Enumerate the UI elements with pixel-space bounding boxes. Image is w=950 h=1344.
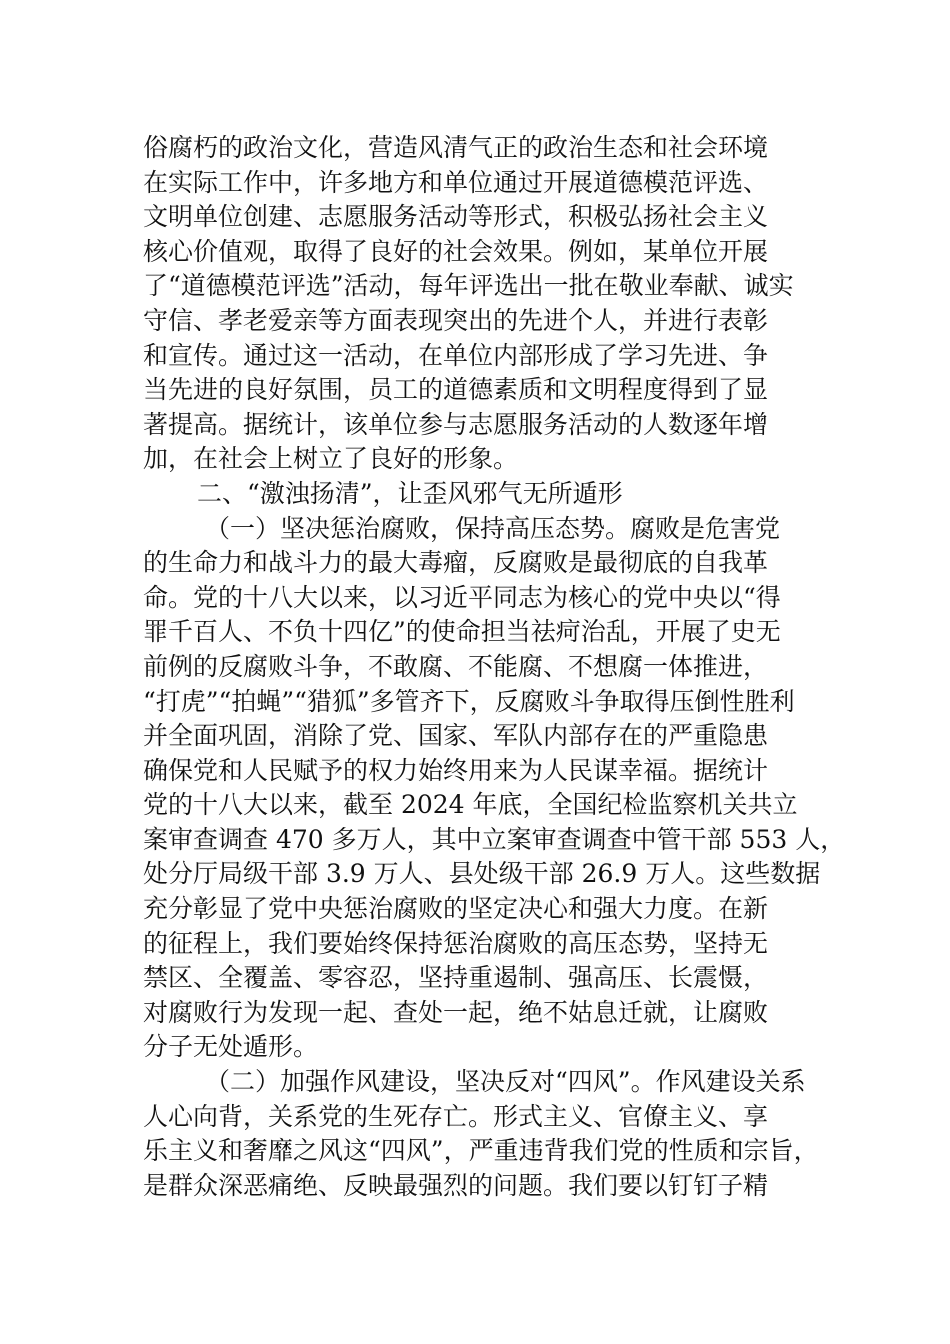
paragraph-start-line: （一）坚决惩治腐败，保持高压态势。腐败是危害党 xyxy=(205,513,781,543)
text-line: 人心向背，关系党的生死存亡。形式主义、官僚主义、享 xyxy=(143,1101,769,1131)
text-line: 对腐败行为发现一起、查处一起，绝不姑息迁就，让腐败 xyxy=(143,997,769,1027)
text-line: 确保党和人民赋予的权力始终用来为人民谋幸福。据统计 xyxy=(143,755,769,785)
paragraph-start-line: （二）加强作风建设，坚决反对“四风”。作风建设关系 xyxy=(205,1067,806,1097)
text-line: 充分彰显了党中央惩治腐败的坚定决心和强大力度。在新 xyxy=(143,894,769,924)
text-line: 了“道德模范评选”活动，每年评选出一批在敬业奉献、诚实 xyxy=(143,271,794,301)
text-line: 并全面巩固，消除了党、国家、军队内部存在的严重隐患 xyxy=(143,721,769,751)
text-line: 案审查调查 470 多万人，其中立案审查调查中管干部 553 人， xyxy=(143,824,846,854)
text-line: 在实际工作中，许多地方和单位通过开展道德模范评选、 xyxy=(143,167,769,197)
text-line: 命。党的十八大以来，以习近平同志为核心的党中央以“得 xyxy=(143,582,781,612)
text-line: 乐主义和奢靡之风这“四风”，严重违背我们党的性质和宗旨， xyxy=(143,1136,819,1166)
text-line: 的征程上，我们要始终保持惩治腐败的高压态势，坚持无 xyxy=(143,928,769,958)
text-line: 核心价值观，取得了良好的社会效果。例如，某单位开展 xyxy=(143,236,769,266)
text-line: 和宣传。通过这一活动，在单位内部形成了学习先进、争 xyxy=(143,340,769,370)
text-line: 文明单位创建、志愿服务活动等形式，积极弘扬社会主义 xyxy=(143,202,769,232)
text-line: 著提高。据统计，该单位参与志愿服务活动的人数逐年增 xyxy=(143,409,769,439)
text-line: 加，在社会上树立了良好的形象。 xyxy=(143,444,519,474)
text-line: 前例的反腐败斗争，不敢腐、不能腐、不想腐一体推进， xyxy=(143,651,769,681)
section-heading: 二、“激浊扬清”，让歪风邪气无所遁形 xyxy=(197,478,623,508)
text-line: 当先进的良好氛围，员工的道德素质和文明程度得到了显 xyxy=(143,375,769,405)
text-line: 罪千百人、不负十四亿”的使命担当祛疴治乱，开展了史无 xyxy=(143,617,781,647)
text-line: 的生命力和战斗力的最大毒瘤，反腐败是最彻底的自我革 xyxy=(143,548,769,578)
text-line: 禁区、全覆盖、零容忍，坚持重遏制、强高压、长震慑， xyxy=(143,963,769,993)
document-body xyxy=(143,131,846,1203)
text-line: 俗腐朽的政治文化，营造风清气正的政治生态和社会环境 xyxy=(143,133,769,162)
text-line: 守信、孝老爱亲等方面表现突出的先进个人，并进行表彰 xyxy=(143,305,769,335)
text-line: 分子无处遁形。 xyxy=(143,1032,319,1062)
text-line: 是群众深恶痛绝、反映最强烈的问题。我们要以钉钉子精 xyxy=(143,1170,769,1200)
text-line: 党的十八大以来，截至 2024 年底，全国纪检监察机关共立 xyxy=(143,790,798,820)
text-line: “打虎”“拍蝇”“猎狐”多管齐下，反腐败斗争取得压倒性胜利 xyxy=(143,686,795,716)
text-line: 处分厅局级干部 3.9 万人、县处级干部 26.9 万人。这些数据 xyxy=(143,859,821,889)
